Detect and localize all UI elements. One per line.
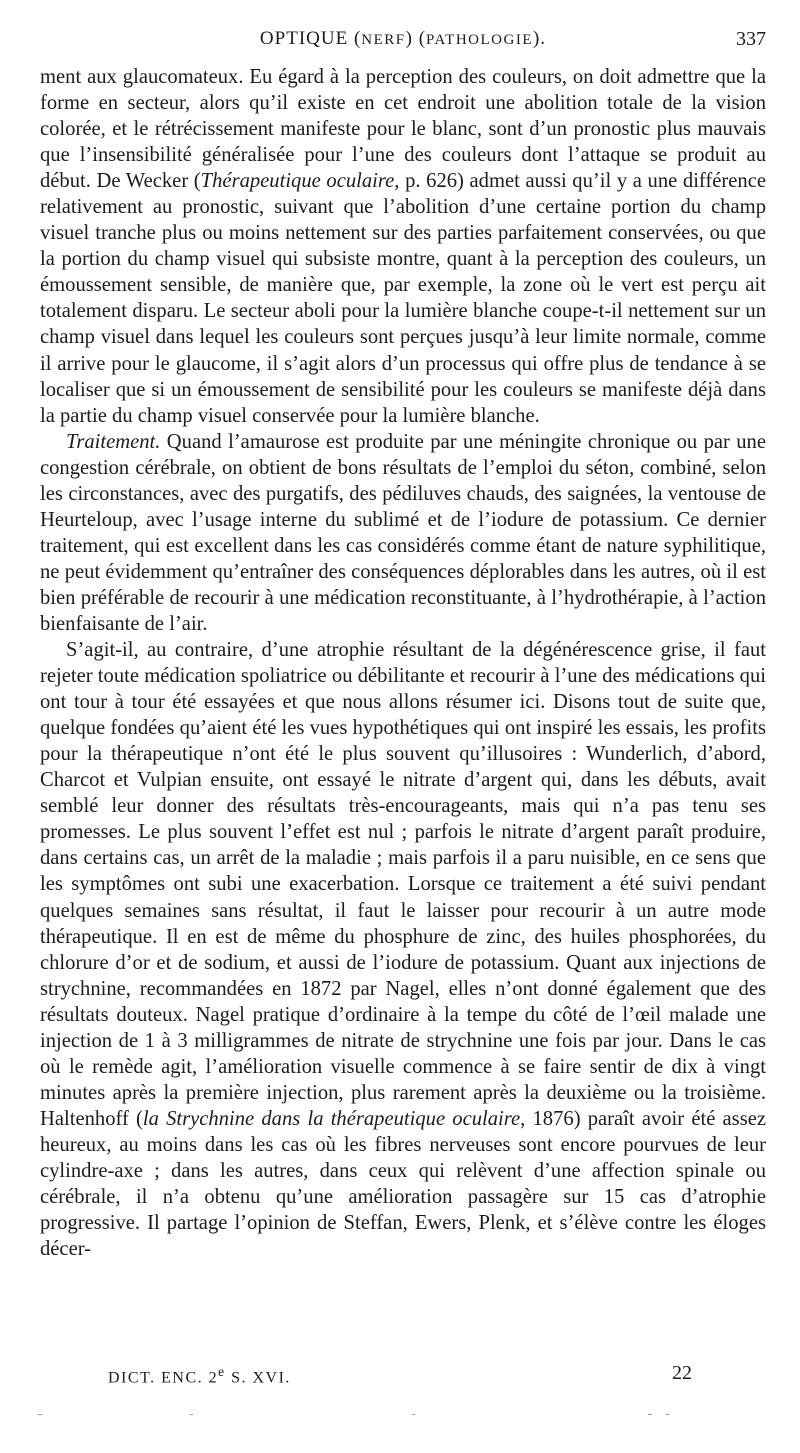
text-run: , 1876) paraît avoir été assez heureux, au moins dans les cas où les fibres nerveuses sont encore pourvues de leur cylindre-axe ; dans les autres, dans ceux qui relèvent d’une affection spinale ou cérébrale, il n’a obtenu qu’une amélioration passagère sur 15 cas d’atrophie progressive. Il partage l’opinion de Steffan, Ewers, Plenk, et s’élève contre les éloges décer-: [40, 1107, 766, 1261]
signature-rest: S. XVI.: [225, 1369, 291, 1387]
scan-speck: [38, 1414, 42, 1415]
running-title-mid: ) (: [405, 28, 427, 49]
footer-signature: [108, 1364, 291, 1387]
scan-speck: [666, 1414, 669, 1415]
signature-series: 2: [208, 1369, 219, 1387]
signature-dict: DICT. ENC.: [108, 1369, 209, 1387]
paragraph-glaucome-continuation: [40, 64, 766, 429]
page-number: 337: [736, 28, 766, 50]
running-title-pathologie: PATHOLOGIE: [426, 32, 533, 48]
text-run: ment aux glaucomateux. Eu égard à la perception des couleurs, on doit admettre que la forme en secteur, alors qu’il existe en cet endroit une abolition totale de la vision colorée, et le rétrécissement manifeste pour le blanc, sont d’un pronostic plus mauvais que l’insensibilité généralisée pour l’une des couleurs dont l’attaque se produit au début. De Wecker (: [40, 66, 766, 193]
running-head: [40, 28, 766, 58]
running-title-nerf: NERF: [361, 32, 406, 48]
footer: [40, 1364, 766, 1394]
scan-artifacts: [0, 1414, 800, 1420]
text-run: , p. 626) admet aussi qu’il y a une différence relativement au pronostic, suivant que l’abolition d’une certaine portion du champ visuel tranche plus ou moins nettement sur des parties parfaitement conservées, ou que la portion du champ visuel qui subsiste montre, quant à la perception des couleurs, un émoussement sensible, de manière que, par exemple, la zone où le vert est perçu ait totalement disparu. Le secteur aboli pour la lumière blanche coupe-t-il nettement sur un champ visuel dans lequel les couleurs sont perçues jusqu’à leur limite normale, comme il arrive pour le glaucome, il s’agit alors d’un processus qui offre plus de tendance à se localiser que si un émoussement de sensibilité pour les couleurs se manifeste déjà dans la partie du champ visuel conservée pour la lumière blanche.: [40, 170, 766, 427]
body-text: [40, 64, 766, 1262]
signature-mark: 22: [672, 1362, 692, 1384]
scan-speck: [412, 1414, 415, 1415]
italic-title-strychnine: la Strychnine dans la thérapeutique oculaire: [142, 1107, 521, 1130]
paragraph-atrophie: [40, 637, 766, 1262]
text-run: Quand l’amaurose est produite par une méningite chronique ou par une congestion cérébrale, on obtient de bons résultats de l’emploi du séton, combiné, selon les circonstances, avec des purgatifs, des pédiluves chauds, des saignées, la ventouse de Heurteloup, avec l’usage interne du sublimé et de l’iodure de potassium. Ce dernier traitement, qui est excellent dans les cas considérés comme étant de nature syphilitique, ne peut évidemment qu’entraîner des conséquences déplorables dans les autres, où il est bien préférable de recourir à une médication reconstituante, à l’hydrothérapie, à l’action bienfaisante de l’air.: [40, 430, 766, 635]
running-title-end: ).: [532, 28, 547, 49]
paragraph-traitement: [40, 429, 766, 637]
running-title-main: OPTIQUE (: [259, 28, 362, 49]
signature-superscript: e: [218, 1364, 226, 1379]
scan-speck: [190, 1414, 193, 1415]
scan-speck: [648, 1414, 652, 1415]
italic-title-therapeutique-oculaire: Thérapeutique oculaire: [200, 170, 395, 193]
running-title: [40, 28, 766, 50]
text-run: S’agit-il, au contraire, d’une atrophie résultant de la dégénérescence grise, il faut rejeter toute médication spoliatrice ou débilitante et recourir à l’une des médications qui ont tour à tour été essayées et que nous allons résumer ici. Disons tout de suite que, quelque fondées qu’aient été les vues hypothétiques qui ont inspiré les essais, les profits pour la thérapeutique n’ont été le plus souvent qu’illusoires : Wunderlich, d’abord, Charcot et Vulpian ensuite, ont essayé le nitrate d’argent qui, dans les débuts, avait semblé leur donner des résultats très-encourageants, mais qui n’a pas tenu ses promesses. Le plus souvent l’effet est nul ; parfois le nitrate d’argent paraît produire, dans certains cas, un arrêt de la maladie ; mais parfois il a paru nuisible, en ce sens que les symptômes ont subi une exacerbation. Lorsque ce traitement a été suivi pendant quelques semaines sans résultat, il faut le laisser pour recourir à un autre mode thérapeutique. Il en est de même du phosphure de zinc, des huiles phosphorées, du chlorure d’or et de sodium, et aussi de l’iodure de potassium. Quant aux injections de strychnine, recommandées en 1872 par Nagel, elles n’ont donné également que des résultats douteux. Nagel pratique d’ordinaire à la tempe du côté de l’œil malade une injection de 1 à 3 milligrammes de nitrate de strychnine une fois par jour. Dans le cas où le remède agit, l’amélioration visuelle commence à se faire sentir de dix à vingt minutes après la première injection, plus rarement après la deuxième ou la troisième. Haltenhoff (: [40, 639, 766, 1130]
section-heading-traitement: Traitement.: [66, 430, 161, 453]
